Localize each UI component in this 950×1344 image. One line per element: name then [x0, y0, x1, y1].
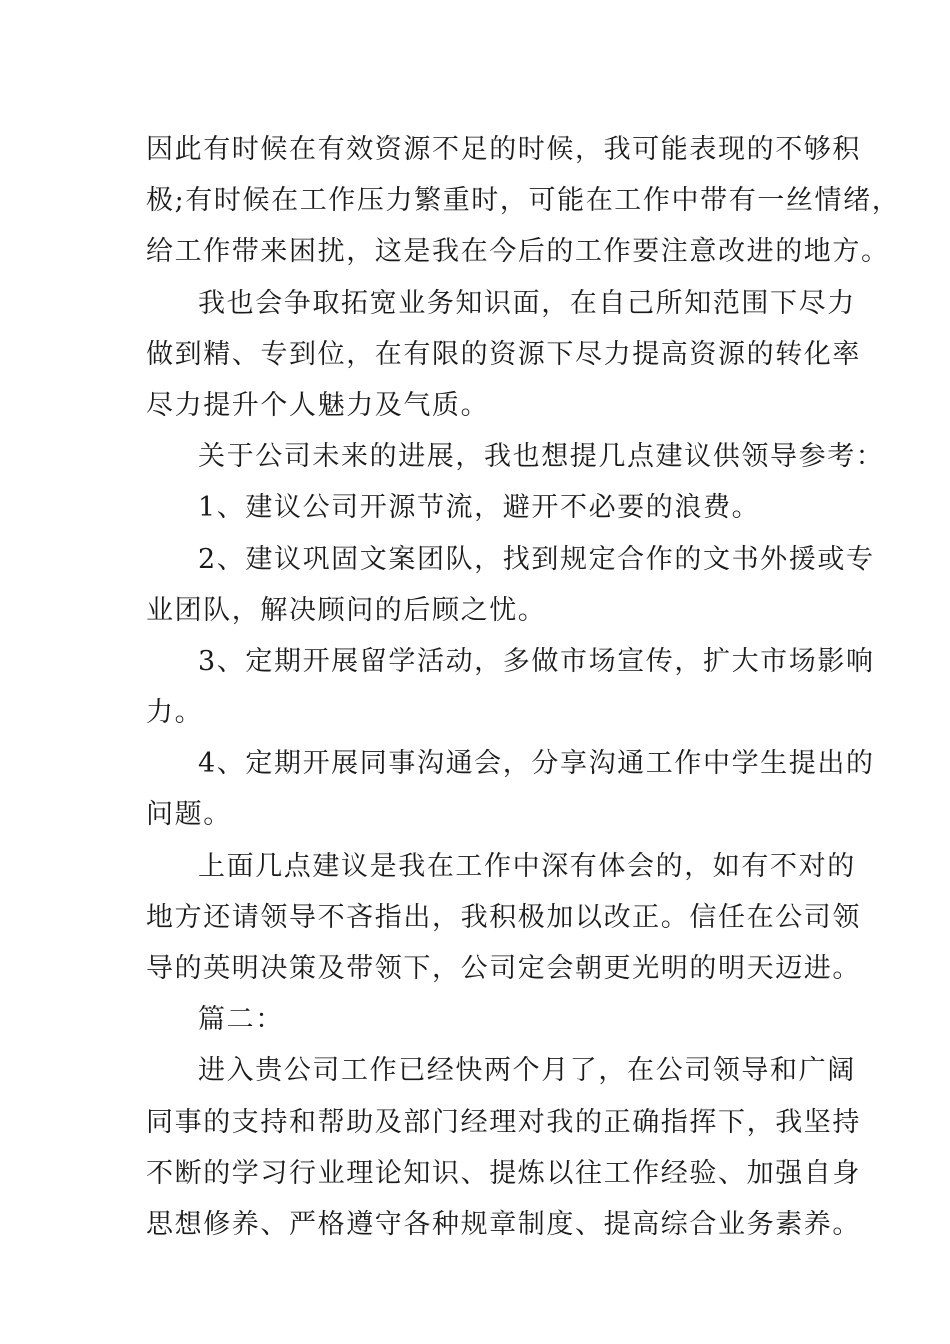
text-line: 篇二： — [198, 1004, 284, 1036]
text-line: 因此有时候在有效资源不足的时候，我可能表现的不够积 — [146, 134, 861, 165]
text-line: 导的英明决策及带领下，公司定会朝更光明的明天迈进。 — [146, 953, 861, 984]
text-line: 思想修养、严格遵守各种规章制度、提高综合业务素养。 — [146, 1208, 861, 1240]
text-line: 尽力提升个人魅力及气质。 — [146, 389, 490, 421]
text-line: 1、建议公司开源节流，避开不必要的浪费。 — [198, 492, 761, 524]
text-line: 极;有时候在工作压力繁重时，可能在工作中带有一丝情绪， — [146, 185, 901, 217]
text-line: 不断的学习行业理论知识、提炼以往工作经验、加强自身 — [146, 1157, 861, 1189]
text-line: 3、定期开展留学活动，多做市场宣传，扩大市场影响 — [198, 645, 875, 677]
document-body — [146, 124, 901, 1250]
text-line: 关于公司未来的进展，我也想提几点建议供领导参考： — [198, 441, 885, 473]
text-line: 问题。 — [146, 799, 232, 831]
text-line: 我也会争取拓宽业务知识面，在自己所知范围下尽力 — [198, 287, 856, 319]
text-line: 进入贵公司工作已经快两个月了，在公司领导和广阔 — [198, 1055, 856, 1087]
text-line: 力。 — [146, 697, 204, 729]
text-line: 地方还请领导不吝指出，我积极加以改正。信任在公司领 — [146, 901, 861, 933]
text-line: 给工作带来困扰，这是我在今后的工作要注意改进的地方。 — [146, 236, 890, 268]
text-line: 4、定期开展同事沟通会，分享沟通工作中学生提出的 — [198, 748, 875, 780]
text-line: 2、建议巩固文案团队，找到规定合作的文书外援或专 — [198, 543, 875, 575]
text-line: 同事的支持和帮助及部门经理对我的正确指挥下，我坚持 — [146, 1106, 861, 1138]
text-line: 做到精、专到位，在有限的资源下尽力提高资源的转化率 — [146, 338, 861, 370]
text-line: 业团队，解决顾问的后顾之忧。 — [146, 594, 547, 626]
text-line: 上面几点建议是我在工作中深有体会的，如有不对的 — [198, 850, 856, 882]
